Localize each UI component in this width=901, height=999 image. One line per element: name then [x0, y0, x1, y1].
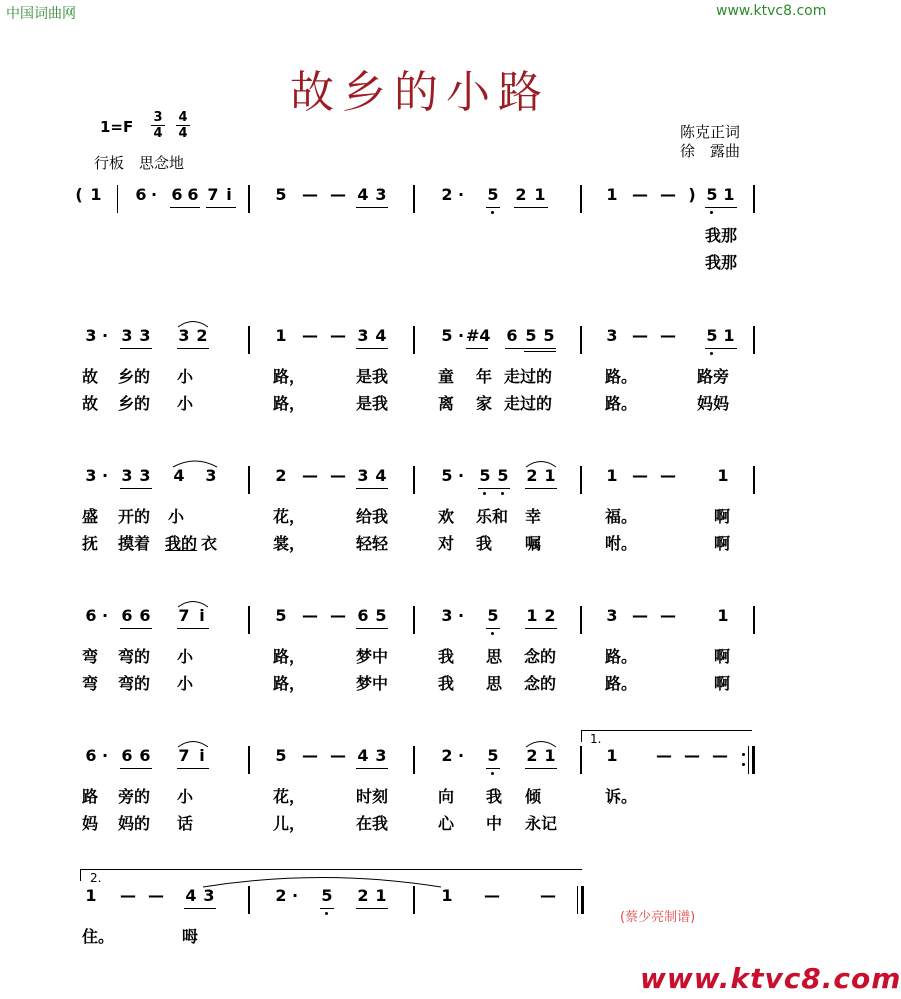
lyric: 啊: [714, 647, 731, 666]
lyric: 路，: [273, 647, 306, 666]
note: 6: [121, 606, 133, 625]
transcriber-note: (蔡少亮制谱): [620, 910, 696, 925]
lyric: 呣: [182, 927, 199, 946]
lyric: 诉。: [605, 787, 638, 806]
dash: —: [656, 746, 672, 765]
barline: [248, 185, 250, 213]
lyric: 乡的: [118, 367, 151, 386]
note: 1: [717, 466, 729, 485]
note: 1: [606, 185, 618, 204]
underline: [356, 207, 388, 208]
repeat-barline-thin: [748, 746, 749, 774]
underline: [120, 348, 152, 349]
note: 2: [441, 746, 453, 765]
barline: [117, 185, 118, 213]
dash: —: [712, 746, 728, 765]
note: 1: [606, 746, 618, 765]
score-line-4: [0, 606, 840, 646]
lyric: 小: [177, 367, 194, 386]
dot: ·: [101, 326, 109, 345]
barline: [248, 886, 250, 914]
barline: [580, 326, 582, 354]
lyric: 倾: [525, 787, 542, 806]
lyric: 路，: [273, 394, 306, 413]
dash: —: [120, 886, 136, 905]
low-dot: [501, 492, 504, 495]
dash: —: [660, 326, 676, 345]
lyric: 童: [438, 367, 455, 386]
score-line-2: [0, 326, 840, 366]
lyric: 梦中: [356, 647, 389, 666]
note: 3: [441, 606, 453, 625]
lyric: 儿，: [273, 814, 306, 833]
lyric: 妈妈: [697, 394, 730, 413]
note: 5: [706, 326, 718, 345]
barline: [248, 746, 250, 774]
lyric: 念的: [524, 647, 557, 666]
repeat-dot: [742, 763, 745, 766]
slur: [177, 738, 209, 748]
underline: [177, 628, 209, 629]
note: i: [199, 746, 205, 765]
note: 1: [85, 886, 97, 905]
volta-label-2: 2.: [90, 871, 102, 885]
lyric: 思: [486, 647, 503, 666]
song-title: 故乡的小路: [290, 67, 550, 118]
note: i: [226, 185, 232, 204]
lyric: 咐。: [605, 534, 638, 553]
lyric: 时刻: [356, 787, 389, 806]
underline: [514, 207, 548, 208]
lyric: 小: [177, 787, 194, 806]
lyric: 嘱: [525, 534, 542, 553]
low-dot: [491, 772, 494, 775]
lyric: 路: [82, 787, 99, 806]
note: 6: [139, 606, 151, 625]
lyric: 花，: [273, 787, 306, 806]
slur: [177, 598, 209, 608]
final-barline-thick: [581, 886, 584, 914]
slur: [172, 458, 218, 468]
note: 4: [173, 466, 185, 485]
underline: [486, 768, 500, 769]
final-barline-thin: [577, 886, 578, 914]
underline: [356, 908, 388, 909]
note: 5: [441, 466, 453, 485]
note: 4: [357, 746, 369, 765]
lyric: 走过的: [504, 394, 553, 413]
lyric: 念的: [524, 674, 557, 693]
underline: [466, 348, 488, 349]
lyric: 住。: [82, 927, 115, 946]
note: 3: [375, 185, 387, 204]
note: i: [199, 606, 205, 625]
site-name-left[interactable]: 中国词曲网: [6, 6, 76, 22]
underline: [486, 628, 500, 629]
score-line-5: [0, 746, 840, 786]
note: 4: [375, 326, 387, 345]
low-dot: [491, 211, 494, 214]
barline: [248, 606, 250, 634]
lyric: 话: [177, 814, 194, 833]
dash: —: [148, 886, 164, 905]
note: 1: [723, 185, 735, 204]
note: 6: [121, 746, 133, 765]
lyric: 家: [476, 394, 493, 413]
underline: [356, 488, 388, 489]
underline: [705, 207, 737, 208]
note: 2: [275, 886, 287, 905]
note: 5: [441, 326, 453, 345]
lyric: 是我: [356, 367, 389, 386]
underline: [705, 348, 737, 349]
note: 3: [205, 466, 217, 485]
note: 3: [85, 466, 97, 485]
tempo-marking: 行板 思念地: [94, 154, 185, 172]
lyric: 小: [177, 647, 194, 666]
volta-bracket-1-edge: [581, 730, 582, 742]
time-signature-3-4: 3 4: [151, 111, 165, 140]
score-line-intro: [0, 185, 840, 225]
lyric: 裳，: [273, 534, 306, 553]
slur: [525, 738, 557, 748]
lyric: 我: [476, 534, 493, 553]
lyric: 小: [177, 674, 194, 693]
underline: [505, 348, 556, 349]
dash: —: [540, 886, 556, 905]
lyric: 梦中: [356, 674, 389, 693]
lyric: 路。: [605, 674, 638, 693]
barline: [413, 466, 415, 494]
lyric: 衣: [201, 534, 218, 553]
lyric-verse2: 我那: [705, 253, 738, 272]
note: 5: [487, 606, 499, 625]
note: #4: [466, 326, 491, 345]
low-dot: [710, 211, 713, 214]
lyric: 弯: [82, 674, 99, 693]
lyric: 盛: [82, 507, 99, 526]
note: 1: [534, 185, 546, 204]
note: 6: [357, 606, 369, 625]
low-dot: [483, 492, 486, 495]
volta-bracket-2-edge: [80, 869, 81, 881]
brand-watermark[interactable]: www.ktvc8.com: [640, 962, 901, 995]
note: 1: [526, 606, 538, 625]
underline: [120, 488, 152, 489]
lyric: 我: [486, 787, 503, 806]
note: 3: [139, 326, 151, 345]
lyric: 啊: [714, 674, 731, 693]
lyric: 年: [476, 367, 493, 386]
underline: [356, 768, 388, 769]
note: 3: [139, 466, 151, 485]
dot: ·: [457, 326, 465, 345]
underline: [356, 348, 388, 349]
note: 5: [275, 606, 287, 625]
dot: ·: [291, 886, 299, 905]
underline: [184, 908, 216, 909]
note: 3: [203, 886, 215, 905]
dot: ·: [457, 746, 465, 765]
dash: —: [330, 466, 346, 485]
note: 5: [275, 746, 287, 765]
note: 3: [85, 326, 97, 345]
note: 2: [526, 466, 538, 485]
note: 1: [723, 326, 735, 345]
time-signature-4-4: 4 4: [176, 111, 190, 140]
note: 1: [90, 185, 102, 204]
lyric: 弯的: [118, 647, 151, 666]
lyric: 幸: [525, 507, 542, 526]
note: 7: [178, 746, 190, 765]
lyric: 抚: [82, 534, 99, 553]
lyric: 弯: [82, 647, 99, 666]
note: 5: [497, 466, 509, 485]
lyric: 弯的: [118, 674, 151, 693]
volta-bracket-1: [581, 730, 752, 731]
lyric: 小: [177, 394, 194, 413]
lyric: 花，: [273, 507, 306, 526]
note: 5: [375, 606, 387, 625]
note: 6: [135, 185, 147, 204]
score-line-6: [0, 886, 840, 926]
dash: —: [302, 466, 318, 485]
dot: ·: [150, 185, 158, 204]
dash: —: [660, 466, 676, 485]
note: 6: [187, 185, 199, 204]
note: 2: [544, 606, 556, 625]
dot: ·: [101, 606, 109, 625]
dash: —: [632, 185, 648, 204]
dot: ·: [457, 606, 465, 625]
low-dot: [325, 912, 328, 915]
lyric: 是我: [356, 394, 389, 413]
dash: —: [660, 606, 676, 625]
note: 5: [479, 466, 491, 485]
barline: [413, 185, 415, 213]
note: 1: [275, 326, 287, 345]
lyric: 路，: [273, 367, 306, 386]
note: 6: [85, 746, 97, 765]
barline: [413, 606, 415, 634]
dash: —: [632, 326, 648, 345]
lyric: 离: [438, 394, 455, 413]
low-dot: [491, 632, 494, 635]
low-dot: [710, 352, 713, 355]
note: 5: [275, 185, 287, 204]
underline: [206, 207, 236, 208]
dash: —: [302, 746, 318, 765]
lyric: 心: [438, 814, 455, 833]
note: 1: [717, 606, 729, 625]
lyric: 开的: [118, 507, 151, 526]
note: 3: [375, 746, 387, 765]
paren: ): [688, 185, 696, 204]
lyric: 给我: [356, 507, 389, 526]
note: 2: [526, 746, 538, 765]
lyricist-credit: 陈克正词: [680, 123, 741, 141]
lyric-verse1: 我那: [705, 226, 738, 245]
lyric: 我: [438, 674, 455, 693]
note: 2: [515, 185, 527, 204]
dash: —: [684, 746, 700, 765]
lyric: 路。: [605, 647, 638, 666]
dash: —: [484, 886, 500, 905]
lyric: 永记: [525, 814, 558, 833]
barline: [413, 326, 415, 354]
key-signature: 1=F: [100, 118, 134, 136]
lyric: 故: [82, 367, 99, 386]
underline: [525, 628, 557, 629]
dash: —: [330, 326, 346, 345]
note: 2: [196, 326, 208, 345]
dash: —: [330, 746, 346, 765]
lyric: 小: [168, 507, 185, 526]
note: 3: [606, 326, 618, 345]
dash: —: [302, 185, 318, 204]
underline: [320, 908, 334, 909]
note: 3: [357, 326, 369, 345]
dot: ·: [457, 466, 465, 485]
note: 7: [178, 606, 190, 625]
dot: ·: [457, 185, 465, 204]
volta-label-1: 1.: [590, 732, 602, 746]
note: 5: [487, 746, 499, 765]
barline: [753, 606, 755, 634]
underline: [170, 207, 200, 208]
note: 2: [441, 185, 453, 204]
barline: [580, 185, 582, 213]
lyric: 思: [486, 674, 503, 693]
underline: [525, 768, 557, 769]
barline: [753, 466, 755, 494]
lyric: 我的: [165, 534, 198, 553]
lyric: 路，: [273, 674, 306, 693]
lyric: 乐和: [476, 507, 509, 526]
lyric: 啊: [714, 534, 731, 553]
repeat-dot: [742, 753, 745, 756]
note: 3: [357, 466, 369, 485]
note: 5: [706, 185, 718, 204]
barline: [753, 185, 755, 213]
note: 6: [171, 185, 183, 204]
underline: [120, 628, 152, 629]
barline: [413, 746, 415, 774]
lyric: 路。: [605, 367, 638, 386]
note: 2: [275, 466, 287, 485]
dash: —: [330, 185, 346, 204]
dot: ·: [101, 746, 109, 765]
note: 1: [544, 746, 556, 765]
score-line-3: [0, 466, 840, 506]
note: 2: [357, 886, 369, 905]
note: 3: [178, 326, 190, 345]
note: 3: [121, 326, 133, 345]
lyric: 在我: [356, 814, 389, 833]
note: 4: [357, 185, 369, 204]
lyric: 走过的: [504, 367, 553, 386]
note: 5: [321, 886, 333, 905]
note: 7: [207, 185, 219, 204]
composer-credit: 徐 露曲: [680, 142, 741, 160]
lyric: 乡的: [118, 394, 151, 413]
lyric: 妈: [82, 814, 99, 833]
underline: [524, 351, 556, 352]
lyric: 路。: [605, 394, 638, 413]
note: 1: [375, 886, 387, 905]
lyric: 摸着: [118, 534, 151, 553]
repeat-barline-thick: [752, 746, 755, 774]
barline: [580, 466, 582, 494]
note: 1: [606, 466, 618, 485]
note: 4: [375, 466, 387, 485]
lyric: 轻轻: [356, 534, 389, 553]
underline: [525, 488, 557, 489]
lyric: 路旁: [697, 367, 730, 386]
barline: [248, 326, 250, 354]
slur: [177, 318, 209, 328]
lyric: 福。: [605, 507, 638, 526]
note: 4: [185, 886, 197, 905]
dash: —: [302, 606, 318, 625]
lyric: 欢: [438, 507, 455, 526]
underline: [177, 768, 209, 769]
barline: [580, 606, 582, 634]
barline: [248, 466, 250, 494]
note: 3: [121, 466, 133, 485]
note: 6: [85, 606, 97, 625]
lyric: 啊: [714, 507, 731, 526]
note: 5: [525, 326, 537, 345]
note: 6: [506, 326, 518, 345]
lyric: 对: [438, 534, 455, 553]
dot: ·: [101, 466, 109, 485]
barline: [580, 746, 582, 774]
barline: [413, 886, 415, 914]
lyric: 妈的: [118, 814, 151, 833]
lyric: 中: [486, 814, 503, 833]
note: 1: [441, 886, 453, 905]
underline: [486, 207, 500, 208]
dash: —: [632, 606, 648, 625]
note: 6: [139, 746, 151, 765]
lyric: 我: [438, 647, 455, 666]
slur: [525, 458, 557, 468]
underline: [177, 348, 209, 349]
dash: —: [660, 185, 676, 204]
note: 1: [544, 466, 556, 485]
dash: —: [302, 326, 318, 345]
note: 5: [543, 326, 555, 345]
site-url-right[interactable]: www.ktvc8.com: [716, 3, 827, 19]
lyric: 旁的: [118, 787, 151, 806]
underline: [356, 628, 388, 629]
underline: [120, 768, 152, 769]
barline: [753, 326, 755, 354]
dash: —: [632, 466, 648, 485]
note: 3: [606, 606, 618, 625]
lyric: 向: [438, 787, 455, 806]
paren: (: [75, 185, 83, 204]
volta-bracket-2: [80, 869, 582, 870]
lyric: 故: [82, 394, 99, 413]
note: 5: [487, 185, 499, 204]
underline: [478, 488, 510, 489]
dash: —: [330, 606, 346, 625]
